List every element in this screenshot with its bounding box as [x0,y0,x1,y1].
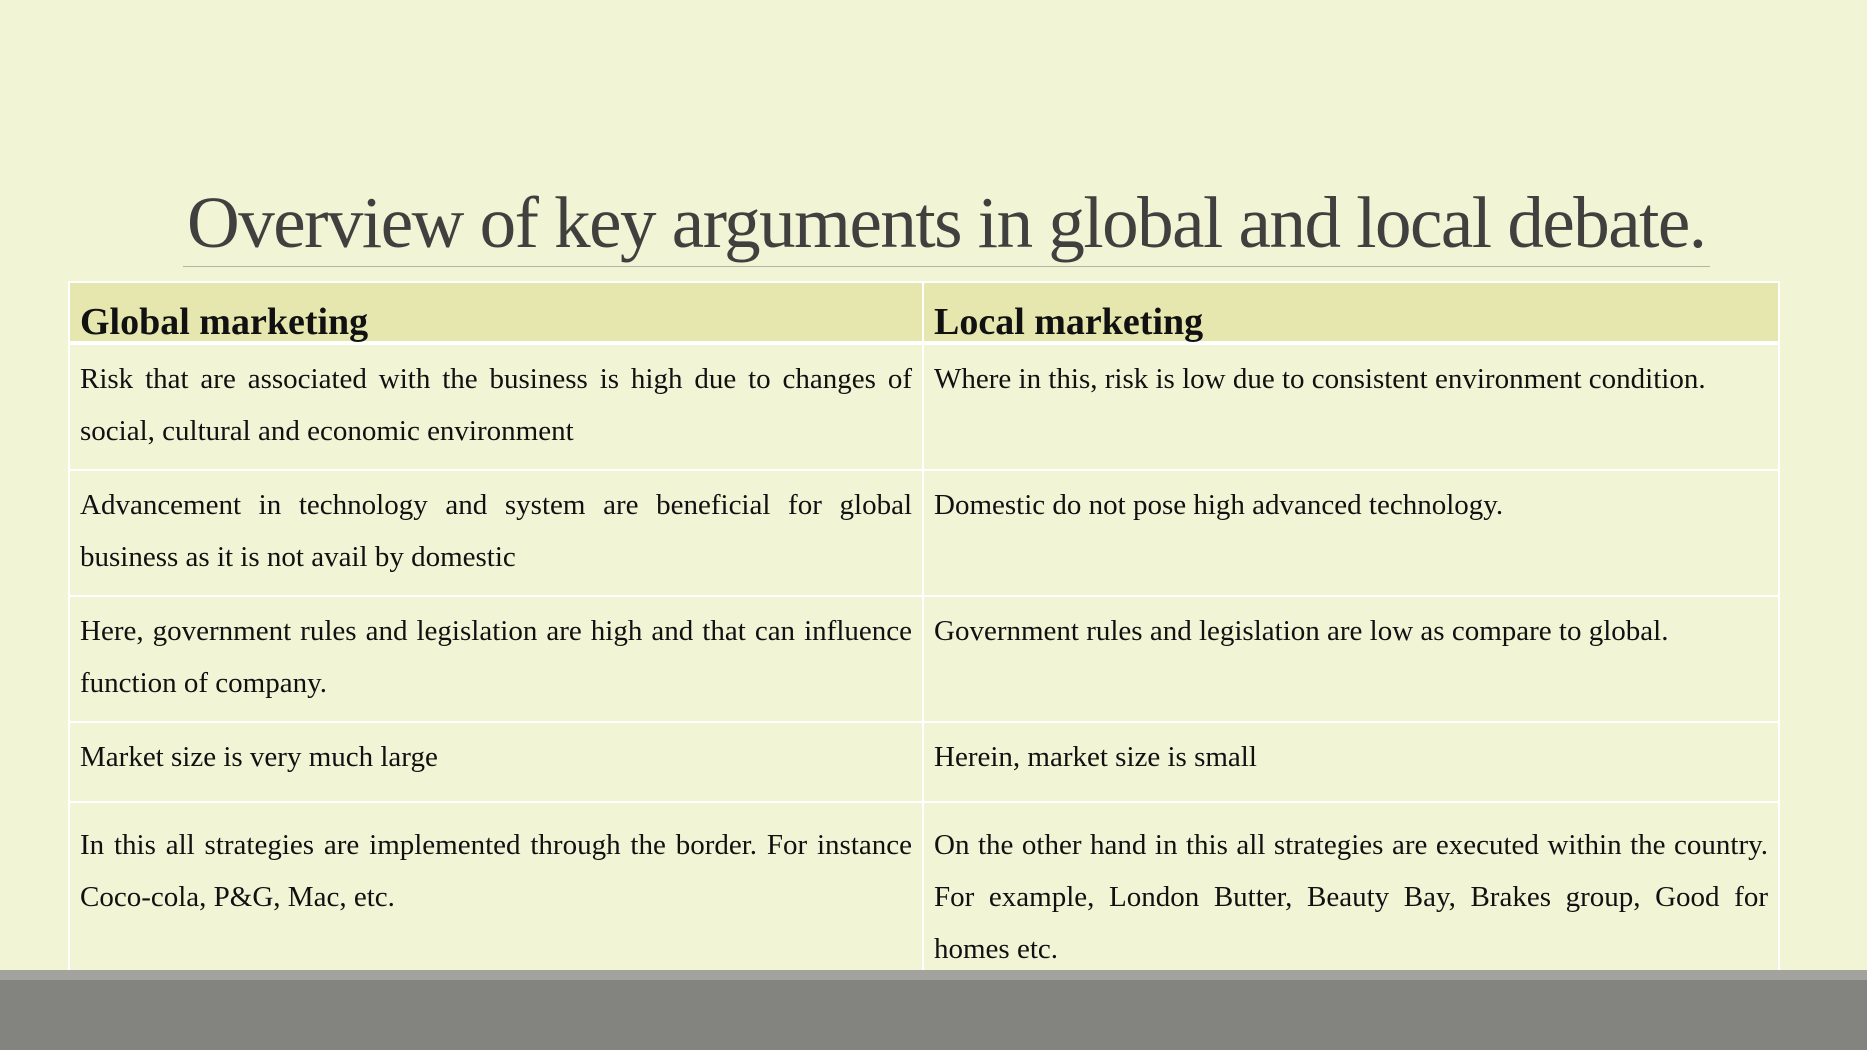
table-row [69,722,1779,802]
slide-title: Overview of key arguments in global and local debate. [187,182,1706,263]
header-global-marketing: Global marketing [69,282,923,343]
cell-global: Market size is very much large [69,722,923,802]
title-underline [183,266,1710,267]
cell-global: Advancement in technology and system are beneficial for global business as it is not avail by domestic [69,470,923,596]
header-local-marketing: Local marketing [923,282,1779,343]
comparison-table [68,281,1780,989]
cell-local: Herein, market size is small [923,722,1779,802]
cell-local: On the other hand in this all strategies are executed within the country. For example, London Butter, Beauty Bay, Brakes group, Good for homes etc. [923,802,1779,988]
table-row [69,343,1779,470]
cell-global: In this all strategies are implemented through the border. For instance Coco-cola, P&G, Mac, etc. [69,802,923,988]
table-header-row [69,282,1779,343]
cell-local: Government rules and legislation are low as compare to global. [923,596,1779,722]
table-row [69,470,1779,596]
table-row [69,802,1779,988]
table-row [69,596,1779,722]
cell-local: Where in this, risk is low due to consistent environment condition. [923,343,1779,470]
cell-global: Here, government rules and legislation are high and that can influence function of company. [69,596,923,722]
cell-global: Risk that are associated with the business is high due to changes of social, cultural and economic environment [69,343,923,470]
cell-local: Domestic do not pose high advanced technology. [923,470,1779,596]
footer-bar [0,980,1867,1050]
footer-accent-strip [0,970,1867,980]
